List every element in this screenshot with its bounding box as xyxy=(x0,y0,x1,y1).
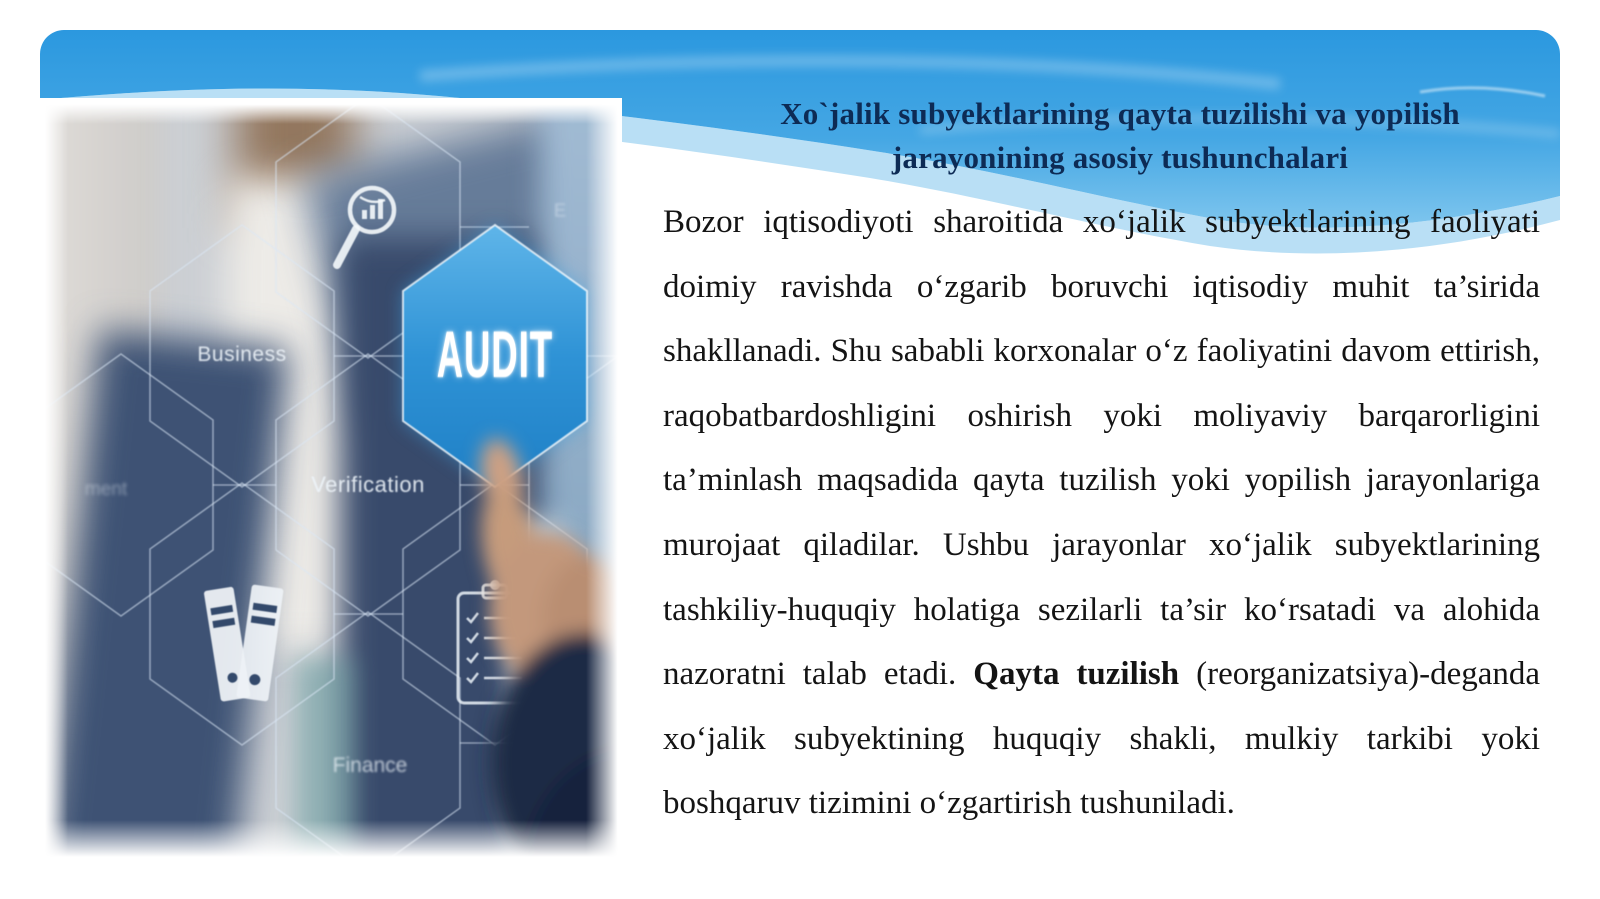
paragraph-text-after: (reorganizatsiya)-deganda xo‘jalik subyektining huquqiy shakli, mulkiy tarkibi yoki boshqaruv tizimini o‘zgartirish tushuniladi. xyxy=(663,656,1541,822)
paragraph-text-before: Bozor iqtisodiyoti sharoitida xo‘jalik subyektlarining faoliyati doimiy ravishda o‘zgarib boruvchi iqtisodiy muhit ta’sirida shakllanadi. Shu sababli korxonalar o‘z faoliyatini davom ettirish, raqobatbardoshligini oshirish yoki moliyaviy barqarorligini ta’minlash maqsadida qayta tuzilish yoki yopilish jarayonlariga murojaat qiladilar. Ushbu jarayonlar xo‘jalik subyektlarining tashkiliy-huquqiy holatiga sezilarli ta’sir ko‘rsatadi va alohida nazoratni talab etadi. xyxy=(663,204,1540,693)
hex-label-business: Business xyxy=(197,343,287,366)
magnifier-chart-icon xyxy=(337,188,394,265)
pointing-hand xyxy=(473,435,622,862)
hex-label-verification: Verification xyxy=(311,472,425,497)
slide-title-line2: jarayonining asosiy tushunchalari xyxy=(891,140,1349,175)
slide-card xyxy=(40,30,1560,899)
hex-label-finance: Finance xyxy=(332,754,408,777)
audit-photo xyxy=(40,98,622,862)
paragraph-bold-term: Qayta tuzilish xyxy=(973,656,1180,693)
hex-label-partial-top-right: E xyxy=(553,200,567,221)
body-paragraph xyxy=(663,190,1540,836)
slide-title xyxy=(640,92,1560,180)
audit-hexagon-label: AUDIT xyxy=(436,317,554,391)
slide-title-line1: Xo`jalik subyektlarining qayta tuzilishi va yopilish xyxy=(780,96,1460,131)
binders-icon xyxy=(204,584,284,701)
hex-label-partial-left: ment xyxy=(84,479,128,500)
